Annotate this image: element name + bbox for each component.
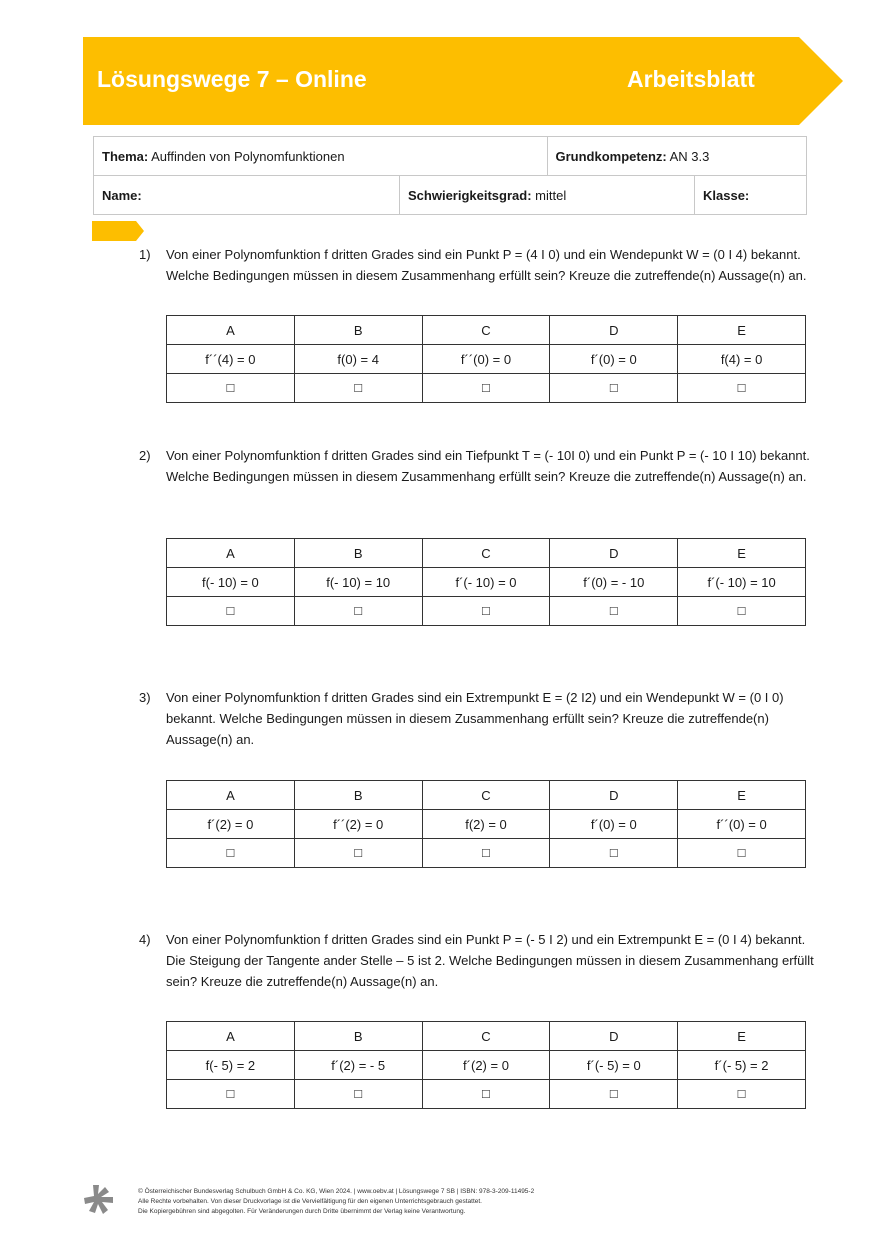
column-header: B bbox=[294, 316, 422, 345]
answer-checkbox[interactable]: ☐ bbox=[167, 839, 295, 868]
option-statement: f(- 10) = 10 bbox=[294, 568, 422, 597]
column-header: E bbox=[678, 781, 806, 810]
column-header: A bbox=[167, 316, 295, 345]
column-header: D bbox=[550, 781, 678, 810]
column-header: A bbox=[167, 1022, 295, 1051]
answer-table-3 bbox=[166, 780, 806, 868]
footer-copyright bbox=[138, 1187, 534, 1217]
column-header: A bbox=[167, 781, 295, 810]
option-statement: f´´(4) = 0 bbox=[167, 345, 295, 374]
column-header: E bbox=[678, 539, 806, 568]
task-text: Von einer Polynomfunktion f dritten Grades sind ein Tiefpunkt T = (- 10I 0) und ein Punkt P = (- 10 I 10) bekannt. Welche Bedingungen müssen in diesem Zusammenhang erfüllt sein? Kreuze die zutreffende(n) Aussage(n) an. bbox=[166, 448, 810, 484]
task-text: Von einer Polynomfunktion f dritten Grades sind ein Extrempunkt E = (2 I2) und ein Wendepunkt W = (0 I 0) bekannt. Welche Bedingungen müssen in diesem Zusammenhang erfüllt sein? Kreuze die zutreffende(n) Aussage(n) an. bbox=[166, 690, 784, 747]
document-type: Arbeitsblatt bbox=[627, 66, 755, 92]
answer-table-2 bbox=[166, 538, 806, 626]
answer-checkbox[interactable]: ☐ bbox=[422, 1080, 550, 1109]
option-statement: f´(0) = - 10 bbox=[550, 568, 678, 597]
thema-cell bbox=[94, 137, 548, 176]
answer-checkbox[interactable]: ☐ bbox=[678, 1080, 806, 1109]
task-number: 1) bbox=[139, 247, 151, 262]
task-number: 3) bbox=[139, 690, 151, 705]
task-text: Von einer Polynomfunktion f dritten Grades sind ein Punkt P = (4 I 0) und ein Wendepunkt W = (0 I 4) bekannt. Welche Bedingungen müssen in diesem Zusammenhang erfüllt sein? Kreuze die zutreffende(n) Aussage(n) an. bbox=[166, 247, 807, 283]
answer-checkbox[interactable]: ☐ bbox=[550, 839, 678, 868]
thema-value: Auffinden von Polynomfunktionen bbox=[148, 148, 345, 164]
option-statement: f´(2) = 0 bbox=[422, 1051, 550, 1080]
option-statement: f(4) = 0 bbox=[678, 345, 806, 374]
answer-checkbox[interactable]: ☐ bbox=[294, 597, 422, 626]
column-header: B bbox=[294, 539, 422, 568]
footer-line: © Österreichischer Bundesverlag Schulbuch GmbH & Co. KG, Wien 2024. | www.oebv.at | Lösungswege 7 SB | ISBN: 978-3-209-11495-2 bbox=[138, 1188, 535, 1195]
section-marker-icon bbox=[92, 221, 144, 241]
grundkompetenz-cell bbox=[547, 137, 807, 176]
footer-line: Alle Rechte vorbehalten. Von dieser Druckvorlage ist die Vervielfältigung für den eigenen Unterrichtsgebrauch gestattet. bbox=[138, 1198, 482, 1205]
klasse-cell[interactable] bbox=[695, 176, 807, 215]
task-1 bbox=[139, 244, 819, 286]
name-cell[interactable] bbox=[94, 176, 400, 215]
answer-checkbox[interactable]: ☐ bbox=[550, 374, 678, 403]
answer-checkbox[interactable]: ☐ bbox=[422, 374, 550, 403]
option-statement: f´´(2) = 0 bbox=[294, 810, 422, 839]
option-statement: f´(2) = - 5 bbox=[294, 1051, 422, 1080]
column-header: E bbox=[678, 1022, 806, 1051]
task-text: Von einer Polynomfunktion f dritten Grades sind ein Punkt P = (- 5 I 2) und ein Extrempunkt E = (0 I 4) bekannt. Die Steigung der Tangente ander Stelle – 5 ist 2. Welche Bedingungen müssen in diesem Zusammenhang erfüllt sein? Kreuze die zutreffende(n) Aussage(n) an. bbox=[166, 932, 814, 989]
header-banner bbox=[83, 37, 843, 125]
column-header: C bbox=[422, 781, 550, 810]
thema-label: Thema: bbox=[102, 148, 149, 164]
answer-checkbox[interactable]: ☐ bbox=[422, 597, 550, 626]
answer-checkbox[interactable]: ☐ bbox=[678, 597, 806, 626]
column-header: B bbox=[294, 1022, 422, 1051]
option-statement: f´´(0) = 0 bbox=[422, 345, 550, 374]
option-statement: f´(- 10) = 0 bbox=[422, 568, 550, 597]
answer-checkbox[interactable]: ☐ bbox=[678, 374, 806, 403]
answer-checkbox[interactable]: ☐ bbox=[422, 839, 550, 868]
task-number: 2) bbox=[139, 448, 151, 463]
answer-checkbox[interactable]: ☐ bbox=[550, 1080, 678, 1109]
task-4 bbox=[139, 929, 819, 992]
page-title: Lösungswege 7 – Online bbox=[97, 66, 367, 92]
column-header: C bbox=[422, 1022, 550, 1051]
answer-checkbox[interactable]: ☐ bbox=[294, 374, 422, 403]
option-statement: f´´(0) = 0 bbox=[678, 810, 806, 839]
column-header: E bbox=[678, 316, 806, 345]
column-header: A bbox=[167, 539, 295, 568]
column-header: D bbox=[550, 539, 678, 568]
footer-line: Die Kopiergebühren sind abgegolten. Für Veränderungen durch Dritte übernimmt der Verlag keine Verantwortung. bbox=[138, 1208, 466, 1215]
publisher-logo-icon bbox=[83, 1183, 115, 1215]
option-statement: f´(- 10) = 10 bbox=[678, 568, 806, 597]
answer-checkbox[interactable]: ☐ bbox=[294, 839, 422, 868]
answer-checkbox[interactable]: ☐ bbox=[678, 839, 806, 868]
option-statement: f´(- 5) = 0 bbox=[550, 1051, 678, 1080]
option-statement: f(- 10) = 0 bbox=[167, 568, 295, 597]
answer-table-4 bbox=[166, 1021, 806, 1109]
task-number: 4) bbox=[139, 932, 151, 947]
task-3 bbox=[139, 687, 819, 750]
column-header: D bbox=[550, 316, 678, 345]
option-statement: f(- 5) = 2 bbox=[167, 1051, 295, 1080]
option-statement: f´(0) = 0 bbox=[550, 345, 678, 374]
answer-checkbox[interactable]: ☐ bbox=[167, 374, 295, 403]
schwierigkeit-value: mittel bbox=[531, 187, 567, 203]
task-2 bbox=[139, 445, 819, 487]
answer-table-1 bbox=[166, 315, 806, 403]
schwierigkeit-cell bbox=[400, 176, 695, 215]
column-header: B bbox=[294, 781, 422, 810]
info-table bbox=[93, 136, 807, 215]
answer-checkbox[interactable]: ☐ bbox=[167, 1080, 295, 1109]
grundkompetenz-label: Grundkompetenz: bbox=[555, 148, 667, 164]
option-statement: f´(0) = 0 bbox=[550, 810, 678, 839]
column-header: C bbox=[422, 539, 550, 568]
klasse-label: Klasse: bbox=[703, 187, 750, 203]
column-header: C bbox=[422, 316, 550, 345]
option-statement: f(2) = 0 bbox=[422, 810, 550, 839]
answer-checkbox[interactable]: ☐ bbox=[550, 597, 678, 626]
answer-checkbox[interactable]: ☐ bbox=[167, 597, 295, 626]
answer-checkbox[interactable]: ☐ bbox=[294, 1080, 422, 1109]
option-statement: f(0) = 4 bbox=[294, 345, 422, 374]
option-statement: f´(- 5) = 2 bbox=[678, 1051, 806, 1080]
schwierigkeit-label: Schwierigkeitsgrad: bbox=[408, 187, 532, 203]
column-header: D bbox=[550, 1022, 678, 1051]
option-statement: f´(2) = 0 bbox=[167, 810, 295, 839]
grundkompetenz-value: AN 3.3 bbox=[666, 148, 710, 164]
name-label: Name: bbox=[102, 187, 142, 203]
